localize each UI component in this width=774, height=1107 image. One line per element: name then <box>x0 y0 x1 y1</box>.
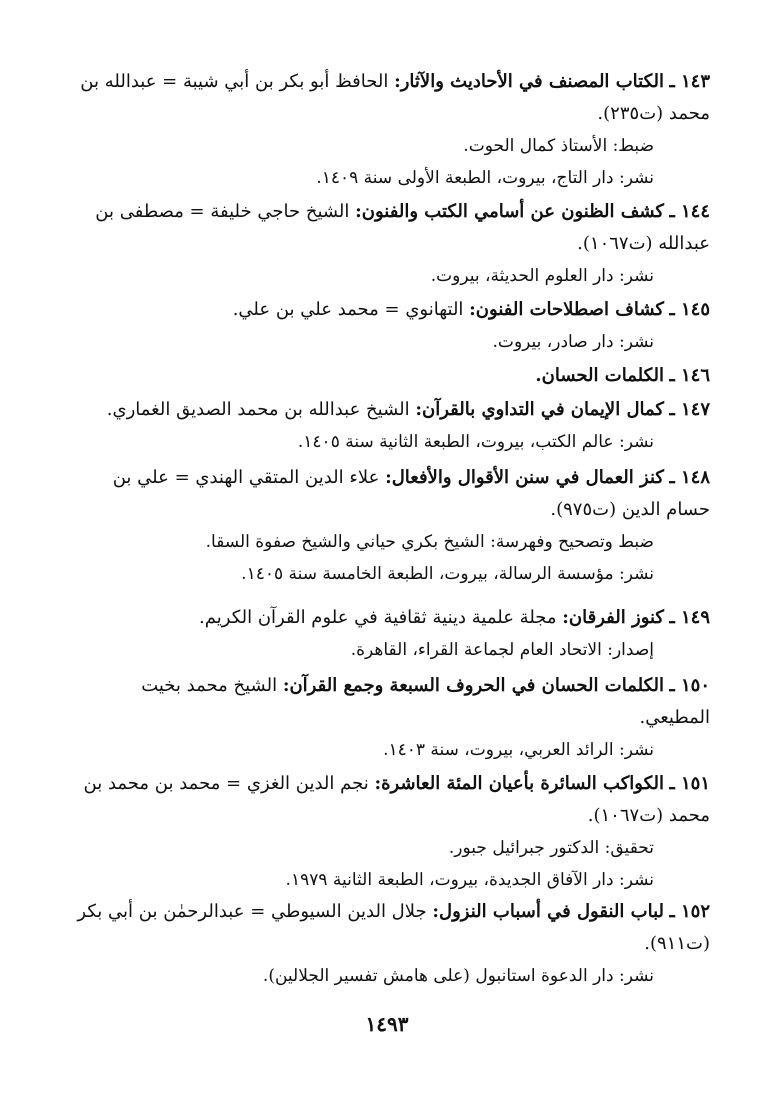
entry-author: جلال الدين السيوطي = عبدالرحمٰن بن أبي بكر <box>77 901 433 922</box>
bibliography-entry-145 <box>50 294 710 358</box>
entry-first-line <box>50 462 710 494</box>
entry-note: نشر: دار الدعوة استانبول (على هامش تفسير الجلالين). <box>262 966 654 986</box>
entry-number: ١٤٧ ـ <box>669 399 710 420</box>
bibliography-entry-146 <box>50 360 710 392</box>
entry-note: نشر: دار العلوم الحديثة، بيروت. <box>430 266 654 286</box>
entry-first-line <box>50 294 710 326</box>
entry-note: نشر: عالم الكتب، بيروت، الطبعة الثانية سنة ١٤٠٥. <box>297 432 654 452</box>
bibliography-entry-151 <box>50 768 710 896</box>
entry-number: ١٤٦ ـ <box>669 365 710 386</box>
entry-first-line <box>50 896 710 928</box>
entry-author: نجم الدين الغزي = محمد بن محمد بن <box>83 773 375 794</box>
entry-title: الكلمات الحسان. <box>535 365 664 386</box>
entry-note: تحقيق: الدكتور جبرائيل جبور. <box>448 838 654 858</box>
entry-first-line <box>50 602 710 634</box>
entry-number: ١٥٠ ـ <box>669 675 710 696</box>
entry-number: ١٥٢ ـ <box>669 901 710 922</box>
entry-number: ١٥١ ـ <box>669 773 710 794</box>
entry-first-line <box>50 768 710 800</box>
entry-continuation: المطيعي. <box>639 707 710 728</box>
entry-continuation: (ت٩١١). <box>644 933 710 954</box>
entry-author: الشيخ حاجي خليفة = مصطفى بن <box>95 201 356 222</box>
entry-note: ضبط وتصحيح وفهرسة: الشيخ بكري حياني والشيخ صفوة السقا. <box>205 532 654 552</box>
bibliography-entry-152 <box>50 896 710 992</box>
entry-number: ١٤٤ ـ <box>669 201 710 222</box>
entry-number: ١٤٣ ـ <box>669 71 710 92</box>
entry-author: الشيخ محمد بخيت <box>141 675 283 696</box>
entry-note: نشر: الرائد العربي، بيروت، سنة ١٤٠٣. <box>383 740 654 760</box>
entry-title: الكتاب المصنف في الأحاديث والآثار: <box>394 71 664 92</box>
bibliography-entry-150 <box>50 670 710 766</box>
entry-title: كمال الإيمان في التداوي بالقرآن: <box>415 399 664 420</box>
entry-note: ضبط: الأستاذ كمال الحوت. <box>463 136 654 156</box>
entry-title: كشاف اصطلاحات الفنون: <box>469 299 664 320</box>
entry-title: الكواكب السائرة بأعيان المئة العاشرة: <box>374 773 664 794</box>
entry-title: كنوز الفرقان: <box>562 607 664 628</box>
entry-continuation: عبدالله (ت١٠٦٧). <box>577 233 710 254</box>
entry-note: نشر: دار صادر، بيروت. <box>492 332 654 352</box>
bibliography-entry-149 <box>50 602 710 666</box>
entry-continuation: محمد (ت٢٣٥). <box>597 103 710 124</box>
entry-note: نشر: دار الآفاق الجديدة، بيروت، الطبعة الثانية ١٩٧٩. <box>285 870 654 890</box>
entry-first-line <box>50 394 710 426</box>
entry-author: علاء الدين المتقي الهندي = علي بن <box>112 467 386 488</box>
entry-continuation: حسام الدين (ت٩٧٥). <box>550 499 710 520</box>
entry-continuation: محمد (ت١٠٦٧). <box>587 805 710 826</box>
entry-author: الحافظ أبو بكر بن أبي شيبة = عبدالله بن <box>80 71 395 92</box>
entry-note: نشر: مؤسسة الرسالة، بيروت، الطبعة الخامسة سنة ١٤٠٥. <box>241 564 654 584</box>
entry-note: إصدار: الاتحاد العام لجماعة القراء، القاهرة. <box>350 640 654 660</box>
entry-number: ١٤٥ ـ <box>669 299 710 320</box>
entry-title: كنز العمال في سنن الأقوال والأفعال: <box>385 467 664 488</box>
page-number: ١٤٩٣ <box>365 1012 409 1036</box>
entry-title: كشف الظنون عن أسامي الكتب والفنون: <box>355 201 664 222</box>
entry-number: ١٤٩ ـ <box>669 607 710 628</box>
bibliography-entry-143 <box>50 66 710 194</box>
entry-author: التهانوي = محمد علي بن علي. <box>232 299 470 320</box>
bibliography-entry-144 <box>50 196 710 292</box>
entry-first-line <box>50 670 710 702</box>
entry-first-line <box>50 360 710 392</box>
entry-title: لباب النقول في أسباب النزول: <box>432 901 664 922</box>
entry-title: الكلمات الحسان في الحروف السبعة وجمع القرآن: <box>282 675 664 696</box>
bibliography-entry-147 <box>50 394 710 458</box>
entry-first-line <box>50 66 710 98</box>
entry-author: مجلة علمية دينية ثقافية في علوم القرآن الكريم. <box>199 607 563 628</box>
entry-first-line <box>50 196 710 228</box>
entry-number: ١٤٨ ـ <box>669 467 710 488</box>
bibliography-entry-148 <box>50 462 710 590</box>
entry-note: نشر: دار التاج، بيروت، الطبعة الأولى سنة ١٤٠٩. <box>316 168 654 188</box>
entry-author: الشيخ عبدالله بن محمد الصديق الغماري. <box>106 399 416 420</box>
